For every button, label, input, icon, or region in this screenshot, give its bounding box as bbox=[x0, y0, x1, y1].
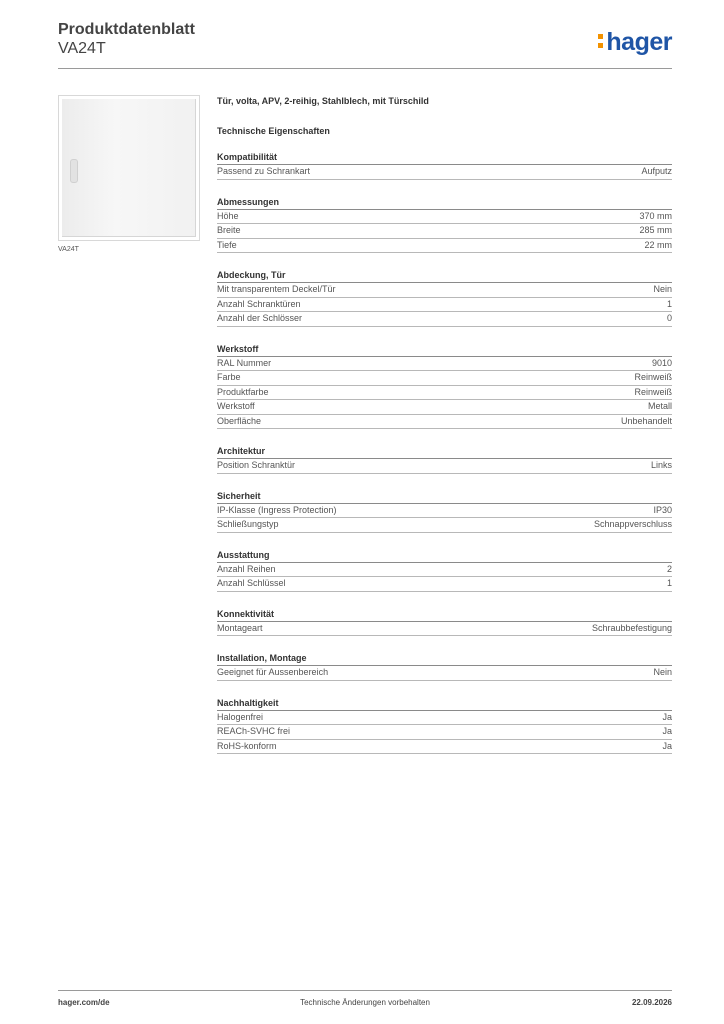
spec-label: Halogenfrei bbox=[217, 711, 264, 722]
spec-section bbox=[217, 151, 672, 180]
spec-value: 9010 bbox=[651, 357, 672, 368]
spec-section bbox=[217, 196, 672, 254]
spec-row bbox=[217, 210, 672, 225]
spec-value: Reinweiß bbox=[634, 386, 672, 397]
spec-label: Position Schranktür bbox=[217, 460, 296, 470]
footer-divider bbox=[58, 990, 672, 991]
spec-value: IP30 bbox=[653, 504, 672, 515]
spec-row bbox=[217, 357, 672, 372]
spec-value: Unbehandelt bbox=[620, 415, 672, 426]
spec-label: Schließungstyp bbox=[217, 519, 279, 529]
spec-label: Tiefe bbox=[217, 239, 237, 250]
image-caption: VA24T bbox=[58, 246, 79, 253]
spec-section bbox=[217, 549, 672, 592]
spec-label: Produktfarbe bbox=[217, 386, 269, 397]
spec-section bbox=[217, 445, 672, 474]
spec-value: Schraubbefestigung bbox=[591, 622, 672, 633]
spec-label: Anzahl Schlüssel bbox=[217, 578, 286, 588]
spec-value: Nein bbox=[653, 667, 672, 677]
spec-row bbox=[217, 518, 672, 533]
spec-row bbox=[217, 622, 672, 637]
spec-row bbox=[217, 711, 672, 726]
spec-content bbox=[217, 95, 672, 754]
spec-row bbox=[217, 298, 672, 313]
spec-row bbox=[217, 165, 672, 180]
spec-value: Links bbox=[650, 460, 672, 470]
spec-label: Anzahl Reihen bbox=[217, 563, 276, 574]
section-title: Nachhaltigkeit bbox=[217, 697, 672, 711]
spec-row bbox=[217, 371, 672, 386]
spec-label: Montageart bbox=[217, 622, 263, 633]
logo-text: hager bbox=[606, 28, 672, 56]
spec-value: Ja bbox=[662, 726, 672, 736]
section-title: Architektur bbox=[217, 445, 672, 459]
spec-value: 1 bbox=[666, 298, 672, 309]
spec-row bbox=[217, 563, 672, 578]
spec-row bbox=[217, 224, 672, 239]
spec-label: Geeignet für Aussenbereich bbox=[217, 667, 329, 677]
spec-sections bbox=[217, 151, 672, 754]
spec-section bbox=[217, 490, 672, 533]
section-title: Werkstoff bbox=[217, 343, 672, 357]
spec-label: IP-Klasse (Ingress Protection) bbox=[217, 504, 337, 515]
section-title: Abdeckung, Tür bbox=[217, 269, 672, 283]
footer-notice: Technische Änderungen vorbehalten bbox=[300, 998, 430, 1007]
spec-value: Nein bbox=[653, 284, 672, 294]
technical-properties-heading: Technische Eigenschaften bbox=[217, 126, 330, 136]
spec-row bbox=[217, 740, 672, 755]
section-title: Installation, Montage bbox=[217, 652, 672, 666]
door-illustration bbox=[62, 99, 196, 237]
spec-row bbox=[217, 504, 672, 519]
spec-value: Aufputz bbox=[641, 166, 672, 176]
spec-value: Metall bbox=[647, 401, 672, 411]
product-image bbox=[58, 95, 200, 241]
page-header bbox=[58, 20, 672, 70]
spec-value: Schnappverschluss bbox=[593, 519, 672, 529]
spec-row bbox=[217, 312, 672, 327]
spec-label: Anzahl Schranktüren bbox=[217, 298, 301, 309]
section-title: Abmessungen bbox=[217, 196, 672, 210]
spec-row bbox=[217, 666, 672, 681]
door-handle-icon bbox=[70, 159, 78, 183]
logo-dots-icon bbox=[598, 34, 603, 52]
spec-section bbox=[217, 269, 672, 327]
spec-label: Breite bbox=[217, 225, 241, 235]
spec-label: Anzahl der Schlösser bbox=[217, 313, 303, 323]
spec-row bbox=[217, 725, 672, 740]
footer-website: hager.com/de bbox=[58, 998, 110, 1007]
spec-row bbox=[217, 239, 672, 254]
spec-value: 0 bbox=[666, 313, 672, 323]
spec-label: Höhe bbox=[217, 210, 239, 221]
section-title: Konnektivität bbox=[217, 608, 672, 622]
document-title: Produktdatenblatt bbox=[58, 21, 195, 38]
spec-row bbox=[217, 415, 672, 430]
spec-section bbox=[217, 608, 672, 637]
header-divider bbox=[58, 68, 672, 69]
spec-value: 2 bbox=[666, 563, 672, 574]
spec-label: Farbe bbox=[217, 372, 241, 382]
spec-row bbox=[217, 283, 672, 298]
spec-value: Ja bbox=[662, 711, 672, 722]
footer-date: 22.09.2026 bbox=[631, 998, 672, 1007]
spec-section bbox=[217, 652, 672, 681]
spec-section bbox=[217, 697, 672, 755]
spec-value: 370 mm bbox=[639, 210, 672, 221]
spec-row bbox=[217, 400, 672, 415]
product-code: VA24T bbox=[58, 40, 106, 57]
spec-label: Passend zu Schrankart bbox=[217, 166, 311, 176]
spec-label: Werkstoff bbox=[217, 401, 255, 411]
spec-value: 22 mm bbox=[644, 239, 672, 250]
spec-row bbox=[217, 459, 672, 474]
spec-row bbox=[217, 577, 672, 592]
spec-label: Mit transparentem Deckel/Tür bbox=[217, 284, 336, 294]
spec-value: Reinweiß bbox=[634, 372, 672, 382]
spec-section bbox=[217, 343, 672, 430]
spec-value: 1 bbox=[666, 578, 672, 588]
spec-row bbox=[217, 386, 672, 401]
section-title: Sicherheit bbox=[217, 490, 672, 504]
spec-label: RAL Nummer bbox=[217, 357, 272, 368]
section-title: Kompatibilität bbox=[217, 151, 672, 165]
section-title: Ausstattung bbox=[217, 549, 672, 563]
hager-logo bbox=[606, 28, 672, 57]
spec-label: RoHS-konform bbox=[217, 740, 277, 751]
product-description: Tür, volta, APV, 2-reihig, Stahlblech, mit Türschild bbox=[217, 96, 429, 106]
spec-value: Ja bbox=[662, 740, 672, 751]
spec-value: 285 mm bbox=[639, 225, 672, 235]
spec-label: REACh-SVHC frei bbox=[217, 726, 291, 736]
spec-label: Oberfläche bbox=[217, 415, 262, 426]
